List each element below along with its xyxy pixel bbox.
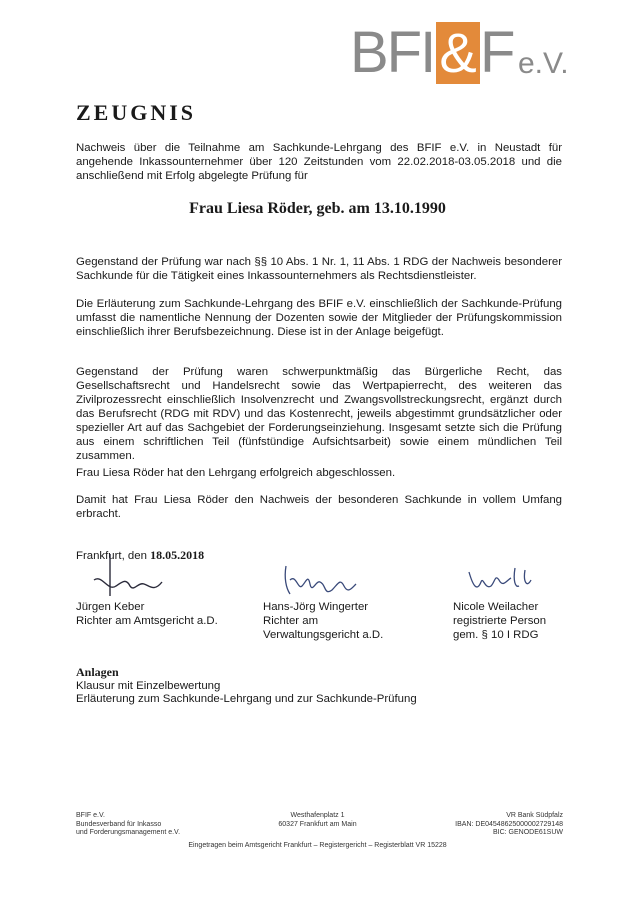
logo-text-right: F bbox=[480, 20, 516, 85]
attachment-item: Klausur mit Einzelbewertung bbox=[76, 679, 221, 692]
signatory-wingerter bbox=[263, 600, 383, 642]
attachments bbox=[76, 666, 417, 707]
bfif-logo bbox=[350, 22, 600, 84]
document-title: ZEUGNIS bbox=[76, 100, 197, 125]
recipient-name: Frau Liesa Röder, geb. am 13.10.1990 bbox=[189, 200, 446, 217]
footer-address-line: Westhafenplatz 1 bbox=[290, 812, 345, 819]
signatory-name: Nicole Weilacher bbox=[453, 601, 539, 613]
footer-bank-line: IBAN: DE04548625000002729148 bbox=[455, 820, 563, 828]
signatory-name: Jürgen Keber bbox=[76, 601, 145, 613]
attachments-heading: Anlagen bbox=[76, 665, 119, 679]
signatory-title: Richter am bbox=[263, 615, 319, 627]
footer-org-line: Bundesverband für Inkasso bbox=[76, 820, 162, 828]
signatory-name: Hans-Jörg Wingerter bbox=[263, 601, 369, 613]
footer-registry: Eingetragen beim Amtsgericht Frankfurt – Registergericht – Registerblatt VR 15228 bbox=[188, 842, 447, 849]
footer-org-line: BFIF e.V. bbox=[76, 812, 105, 819]
footer-bank-line: BIC: GENODE61SUW bbox=[492, 829, 563, 836]
logo-suffix: e.V. bbox=[518, 47, 569, 80]
attachment-item: Erläuterung zum Sachkunde-Lehrgang und zur Sachkunde-Prüfung bbox=[76, 693, 417, 705]
signatory-title-cont: Verwaltungsgericht a.D. bbox=[263, 629, 384, 641]
paragraph-exam-subject: Gegenstand der Prüfung war nach §§ 10 Abs. 1 Nr. 1, 11 Abs. 1 RDG der Nachweis besonderer Sachkunde für die Tätigkeit eines Inkassounternehmers als Rechtsdienstleister. bbox=[76, 256, 562, 282]
signature-weilacher bbox=[465, 562, 545, 602]
footer-address-line: 60327 Frankfurt am Main bbox=[278, 820, 357, 828]
paragraph-completed: Frau Liesa Röder hat den Lehrgang erfolgreich abgeschlossen. bbox=[76, 467, 396, 479]
signature-keber bbox=[90, 552, 170, 602]
signatory-title-cont: gem. § 10 I RDG bbox=[453, 629, 539, 641]
issue-date: 18.05.2018 bbox=[150, 548, 205, 562]
paragraph-explanation: Die Erläuterung zum Sachkunde-Lehrgang des BFIF e.V. einschließlich der Sachkunde-Prüfung umfasst die namentliche Nennung der Dozenten sowie der Mitglieder der Prüfungskommission einschließlich ihrer Berufsbezeichnung. Diese ist in der Anlage beigefügt. bbox=[76, 298, 562, 338]
footer-bank bbox=[455, 812, 563, 838]
intro-paragraph: Nachweis über die Teilnahme am Sachkunde-Lehrgang des BFIF e.V. in Neustadt für angehende Inkassounternehmer über 120 Zeitstunden vom 22.02.2018-03.05.2018 und die anschließend mit Erfolg abgelegte Prüfung für bbox=[76, 142, 562, 182]
paragraph-exam-topics: Gegenstand der Prüfung waren schwerpunktmäßig das Bürgerliche Recht, das Gesellschaftsrecht und Handelsrecht sowie das Wertpapierrecht, des weiteren das Zivilprozessrecht einschließlich Insolvenzrecht und Zwangsvollstreckungsrecht, ergänzt durch das Berufsrecht (RDG mit RDV) und das Kostenrecht, jeweils abgestimmt grundsätzlicher oder spezieller Art auf das Sachgebiet der Forderungseinziehung. Insgesamt setzte sich die Prüfung aus einem schriftlichen Teil (fünfstündige Aufsichtsarbeit) sowie einem mündlichen Teil zusammen. bbox=[76, 366, 562, 462]
place-text: Frankfurt, den bbox=[76, 550, 151, 562]
paragraph-qualification: Damit hat Frau Liesa Röder den Nachweis der besonderen Sachkunde in vollem Umfang erbracht. bbox=[76, 494, 562, 520]
signatory-title: registrierte Person bbox=[453, 615, 547, 627]
footer-bank-line: VR Bank Südpfalz bbox=[506, 812, 563, 819]
logo-text-left: BFI bbox=[350, 20, 435, 85]
logo-ampersand: & bbox=[439, 21, 477, 84]
signatory-weilacher bbox=[453, 600, 546, 642]
signature-wingerter bbox=[280, 560, 370, 602]
signatory-title: Richter am Amtsgericht a.D. bbox=[76, 615, 218, 627]
signatory-keber bbox=[76, 600, 218, 628]
footer-org-line: und Forderungsmanagement e.V. bbox=[76, 829, 181, 836]
